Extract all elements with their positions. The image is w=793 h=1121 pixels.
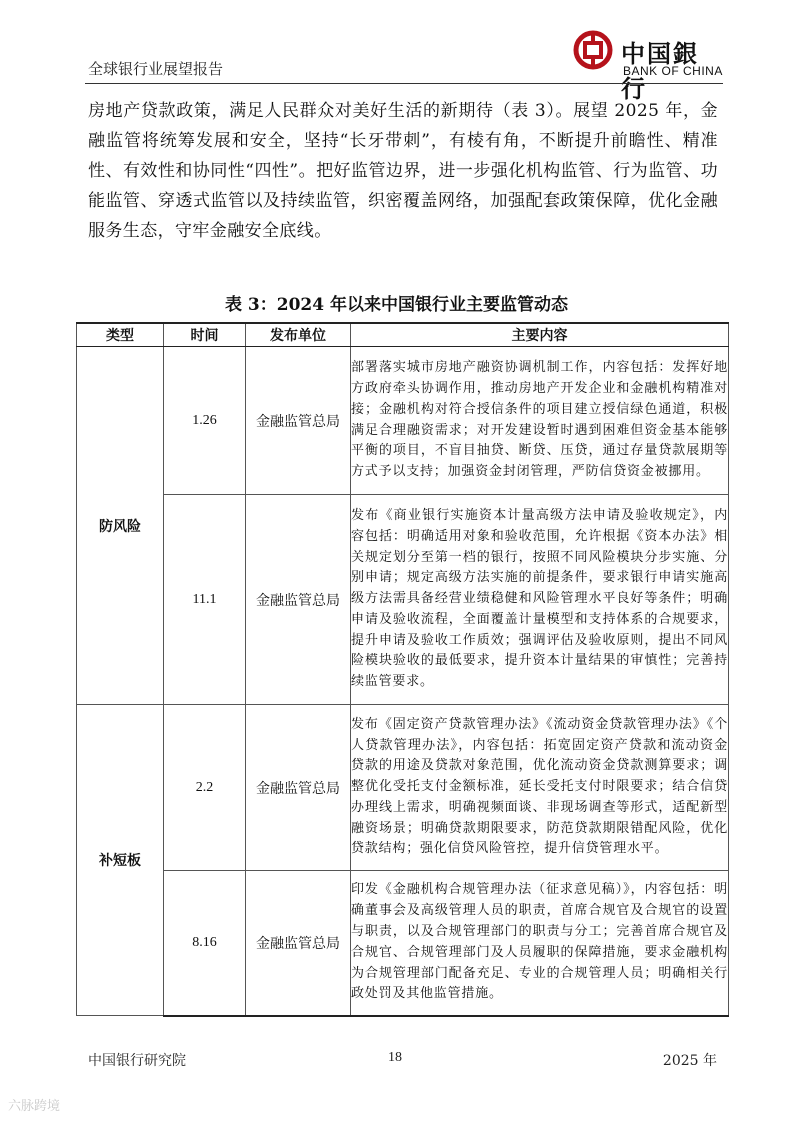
content-cell: 印发《金融机构合规管理办法（征求意见稿）》，内容包括：明确董事会及高级管理人员的职责，首席合规官及合规官的设置与职责，以及合规管理部门的职责与分工；完善首席合规官及合规官、合规管理部门及人员履职的保障措施，要求金融机构为合规管理部门配备充足、专业的合规管理人员；明确相关行政处罚及其他监管措施。 <box>351 871 729 1016</box>
bank-of-china-emblem-icon <box>573 30 613 70</box>
publisher-cell: 金融监管总局 <box>246 495 351 705</box>
header-publisher: 发布单位 <box>246 323 351 347</box>
logo-english-text: BANK OF CHINA <box>623 64 723 78</box>
body-paragraph: 房地产贷款政策，满足人民群众对美好生活的新期待（表 3）。展望 2025 年，金融监管将统筹发展和安全，坚持“长牙带刺”，有棱有角，不断提升前瞻性、精准性、有效性和协同性“四性”。把好监管边界，进一步强化机构监管、行为监管、功能监管、穿透式监管以及持续监管，织密覆盖网络，加强配套政策保障，优化金融服务生态，守牢金融安全底线。 <box>88 101 718 241</box>
watermark: 六脉跨境 <box>8 1099 61 1114</box>
publisher-cell: 金融监管总局 <box>246 705 351 871</box>
publisher-cell: 金融监管总局 <box>246 871 351 1016</box>
table-row <box>77 495 729 705</box>
content-cell: 发布《商业银行实施资本计量高级方法申请及验收规定》，内容包括：明确适用对象和验收范围，允许根据《资本办法》相关规定划分至第一档的银行，按照不同风险模块分步实施、分别申请；规定高级方法实施的前提条件，要求银行申请实施高级方法需具备经营业绩稳健和风险管理水平良好等条件；明确申请及验收流程，全面覆盖计量模型和支持体系的合规要求，提升申请及验收工作质效；强调评估及验收原则，提出不同风险模块验收的最低要求，提升资本计量结果的审慎性；完善持续监管要求。 <box>351 495 729 705</box>
body-paragraph-block <box>88 96 718 246</box>
time-cell: 2.2 <box>164 705 246 871</box>
publisher-cell: 金融监管总局 <box>246 347 351 495</box>
header-category: 类型 <box>77 323 164 347</box>
category-cell: 补短板 <box>77 705 164 1016</box>
time-cell: 1.26 <box>164 347 246 495</box>
regulatory-dynamics-table <box>76 322 729 1017</box>
table-row <box>77 871 729 1016</box>
table-title: 表 3：2024 年以来中国银行业主要监管动态 <box>225 295 568 315</box>
bank-of-china-logo <box>573 30 723 103</box>
footer-year: 2025 年 <box>662 1053 717 1069</box>
header-divider <box>85 83 723 84</box>
table-row <box>77 705 729 871</box>
logo-chinese-text: 中国銀行 <box>621 39 699 103</box>
footer-page-number: 18 <box>388 1050 402 1065</box>
time-cell: 11.1 <box>164 495 246 705</box>
content-cell: 部署落实城市房地产融资协调机制工作，内容包括：发挥好地方政府牵头协调作用，推动房地产开发企业和金融机构精准对接；金融机构对符合授信条件的项目建立授信绿色通道，积极满足合理融资需求；对开发建设暂时遇到困难但资金基本能够平衡的项目，不盲目抽贷、断贷、压贷，通过存量贷款展期等方式予以支持；加强资金封闭管理，严防信贷资金被挪用。 <box>351 347 729 495</box>
category-cell: 防风险 <box>77 347 164 705</box>
time-cell: 8.16 <box>164 871 246 1016</box>
table-header-row <box>77 323 729 347</box>
table-row <box>77 347 729 495</box>
footer-institute: 中国银行研究院 <box>88 1053 186 1069</box>
content-cell: 发布《固定资产贷款管理办法》《流动资金贷款管理办法》《个人贷款管理办法》，内容包括：拓宽固定资产贷款和流动资金贷款的用途及贷款对象范围，优化流动资金贷款测算要求；调整优化受托支付金额标准，延长受托支付时限要求；结合信贷办理线上需求，明确视频面谈、非现场调查等形式，适配新型融资场景；明确贷款期限要求，防范贷款期限错配风险，优化贷款结构；强化信贷风险管控，提升信贷管理水平。 <box>351 705 729 871</box>
header-report-title: 全球银行业展望报告 <box>88 60 224 78</box>
header-content: 主要内容 <box>351 323 729 347</box>
header-time: 时间 <box>164 323 246 347</box>
